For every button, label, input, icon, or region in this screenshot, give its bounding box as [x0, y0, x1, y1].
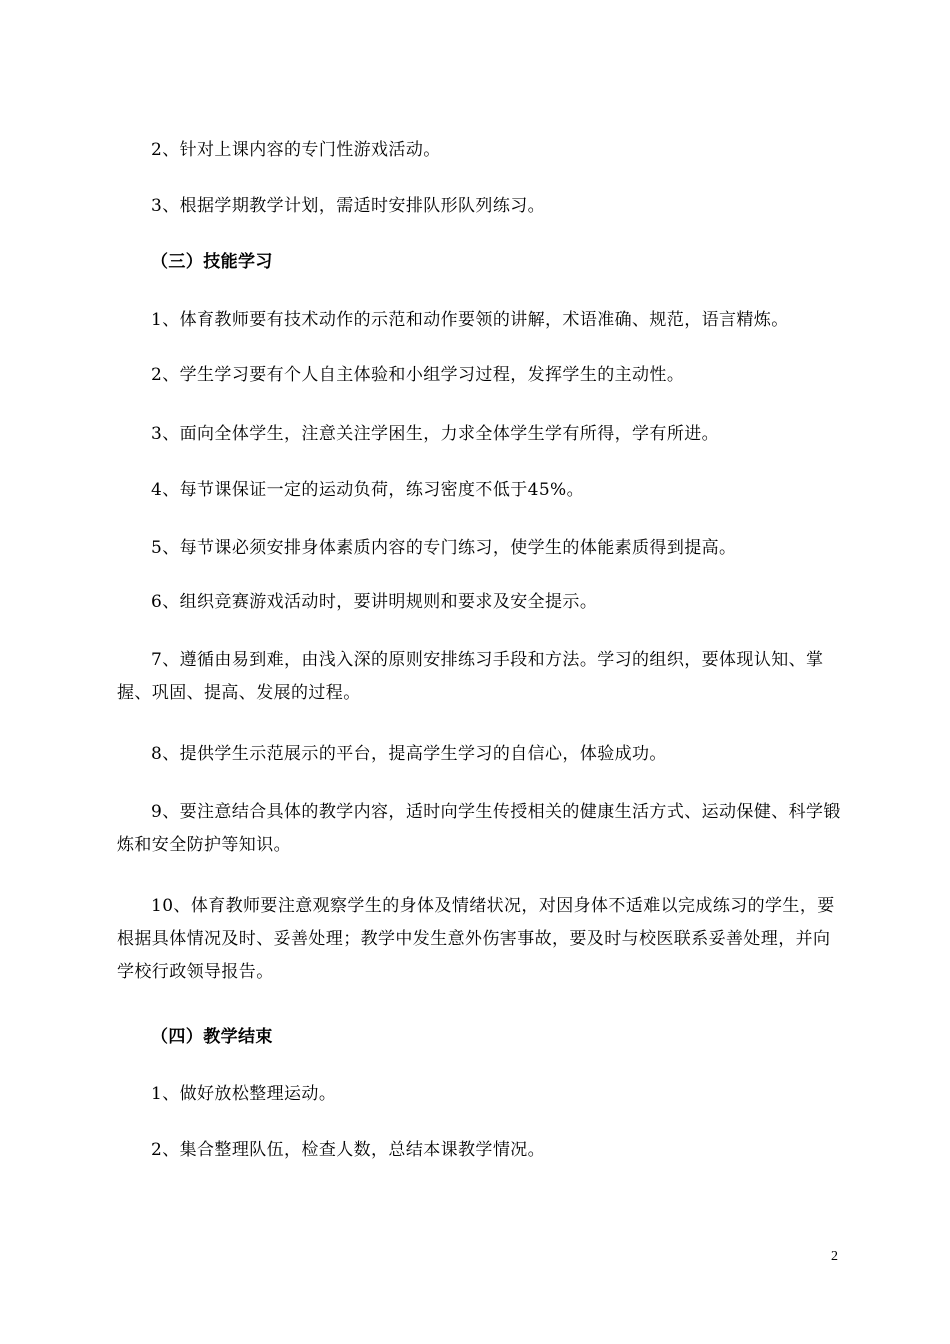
paragraph: 3、面向全体学生，注意关注学困生，力求全体学生学有所得，学有所进。	[151, 424, 720, 444]
paragraph: 4、每节课保证一定的运动负荷，练习密度不低于45%。	[151, 480, 584, 500]
section-heading: （四）教学结束	[151, 1027, 273, 1047]
paragraph: 2、集合整理队伍，检查人数，总结本课教学情况。	[151, 1140, 546, 1160]
paragraph: 10、体育教师要注意观察学生的身体及情绪状况，对因身体不适难以完成练习的学生，要根据具体情况及时、妥善处理；教学中发生意外伤害事故，要及时与校医联系妥善处理，并向学校行政领导报告。	[117, 896, 835, 982]
paragraph: 7、遵循由易到难，由浅入深的原则安排练习手段和方法。学习的组织，要体现认知、掌握、巩固、提高、发展的过程。	[117, 650, 824, 703]
paragraph: 3、根据学期教学计划，需适时安排队形队列练习。	[151, 196, 546, 216]
paragraph: 1、做好放松整理运动。	[151, 1084, 337, 1104]
paragraph: 5、每节课必须安排身体素质内容的专门练习，使学生的体能素质得到提高。	[151, 538, 737, 558]
paragraph: 1、体育教师要有技术动作的示范和动作要领的讲解，术语准确、规范，语言精炼。	[151, 310, 789, 330]
page-number: 2	[831, 1249, 838, 1264]
paragraph: 9、要注意结合具体的教学内容，适时向学生传授相关的健康生活方式、运动保健、科学锻炼和安全防护等知识。	[117, 802, 841, 855]
paragraph: 2、针对上课内容的专门性游戏活动。	[151, 140, 441, 160]
paragraph: 2、学生学习要有个人自主体验和小组学习过程，发挥学生的主动性。	[151, 365, 685, 385]
paragraph: 8、提供学生示范展示的平台，提高学生学习的自信心，体验成功。	[151, 744, 667, 764]
section-heading: （三）技能学习	[151, 252, 273, 272]
paragraph: 6、组织竞赛游戏活动时，要讲明规则和要求及安全提示。	[151, 592, 598, 612]
